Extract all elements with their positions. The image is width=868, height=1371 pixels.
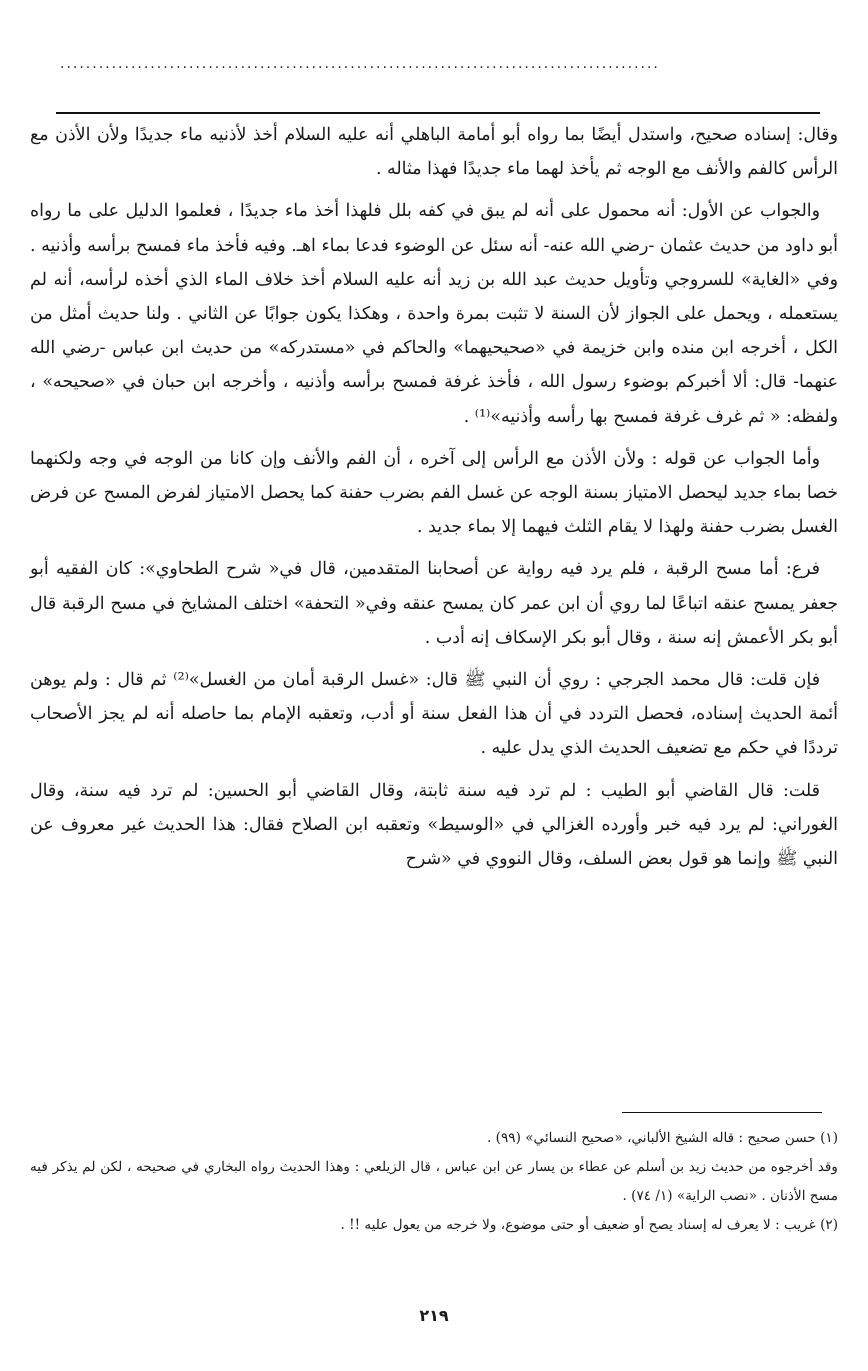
- header-rule: [56, 112, 820, 114]
- footnote: (١) حسن صحيح : قاله الشيخ الألباني، «صحيح النسائي» (٩٩) .: [487, 1130, 838, 1146]
- paragraph: والجواب عن الأول: أنه محمول على أنه لم يبق في كفه بلل فلهذا أخذ ماء جديدًا ، فعلموا الدليل على ما رواه أبو داود من حديث عثمان -رضي الله عنه- أنه سئل عن الوضوء فدعا بماء اهـ. وفيه فأخذ ماء فمسح برأسه وأذنيه . وفي «الغاية» للسروجي وتأويل حديث عبد الله بن زيد أنه عليه السلام أخذ خلاف الماء الذي أخذه لرأسه، أنه لم يستعمله ، ويحمل على الجواز لأن السنة لا تثبت بمرة واحدة ، وهكذا يكون جوابًا عن الثاني . ولنا حديث أمثل من الكل ، أخرجه ابن منده وابن خزيمة في «صحيحيهما» والحاكم في «مستدركه» من حديث ابن عباس -رضي الله عنهما- قال: ألا أخبركم بوضوء رسول الله ، فأخذ غرفة فمسح برأسه وأذنيه ، وأخرجه ابن حبان في «صحيحه» ، ولفظه: « ثم غرف غرفة فمسح بها رأسه وأذنيه»⁽¹⁾ .: [30, 201, 838, 427]
- paragraph: وأما الجواب عن قوله : ولأن الأذن مع الرأس إلى آخره ، أن الفم والأنف وإن كانا من الوجه في وجه ولكنهما خصا بماء جديد ليحصل الامتياز بسنة الوجه عن غسل الفم بضرب حفنة كما يحصل الامتياز لفرض المسح عن فرض الغسل بضرب حفنة ولهذا لا يقام الثلث فيهما إلا بماء جديد .: [30, 448, 838, 538]
- paragraph: وقال: إسناده صحيح، واستدل أيضًا بما رواه أبو أمامة الباهلي أنه عليه السلام أخذ لأذنيه ماء جديدًا ولأن الأذن مع الرأس كالفم والأنف مع الوجه ثم يأخذ لهما ماء جديدًا فهذا مثاله .: [30, 125, 838, 180]
- footnotes: [30, 1124, 838, 1240]
- paragraph: قلت: قال القاضي أبو الطيب : لم ترد فيه سنة ثابتة، وقال القاضي أبو الحسين: لم ترد فيه سنة، وقال الغوراني: لم يرد فيه خبر وأورده الغزالي في «الوسيط» وتعقبه ابن الصلاح فقال: هذا الحديث غير معروف عن النبي ﷺ وإنما هو قول بعض السلف، وقال النووي في «شرح: [30, 780, 838, 870]
- paragraph: فرع: أما مسح الرقبة ، فلم يرد فيه رواية عن أصحابنا المتقدمين، قال في« شرح الطحاوي»: كان الفقيه أبو جعفر يمسح عنقه اتباعًا لما روي أن ابن عمر كان يمسح عنقه وفي« التحفة» اختلف المشايخ في مسح الرقبة قال أبو بكر الأعمش إنه سنة ، وقال أبو بكر الإسكاف إنه أدب .: [30, 559, 838, 648]
- footnote: وقد أخرجوه من حديث زيد بن أسلم عن عطاء بن يسار عن ابن عباس ، قال الزيلعي : وهذا الحديث رواه البخاري في صحيحه ، لكن لم يذكر فيه مسح الأذنان . «نصب الراية» (١/ ٧٤) .: [30, 1159, 838, 1204]
- header-dotted-line: .............................................................................................: [60, 56, 660, 72]
- main-text: [30, 118, 838, 884]
- footnote-separator: [622, 1112, 822, 1113]
- paragraph: فإن قلت: قال محمد الجرجي : روي أن النبي ﷺ قال: «غسل الرقبة أمان من الغسل»⁽²⁾ ثم قال : ولم يوهن أئمة الحديث إسناده، فحصل التردد في أن هذا الفعل سنة أو أدب، وتعقبه الإمام بما حاصله أنه لم يجز الأصحاب ترددًا في حكم مع تضعيف الحديث الذي يدل عليه .: [30, 670, 838, 759]
- footnote: (٢) غريب : لا يعرف له إسناد يصح أو ضعيف أو حتى موضوع، ولا خرجه من يعول عليه !! .: [340, 1217, 838, 1233]
- page-number: ٢١٩: [419, 1306, 449, 1325]
